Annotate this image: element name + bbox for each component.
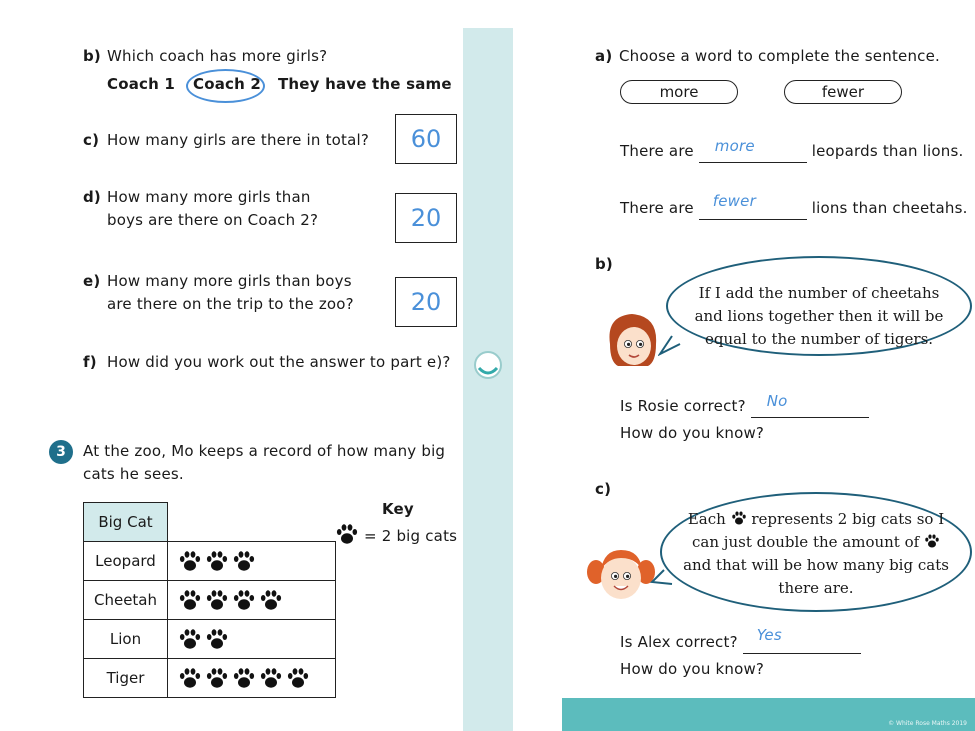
bubble-text: Each	[687, 510, 726, 528]
rosie-question	[620, 394, 869, 418]
paw-cell	[168, 658, 336, 697]
alex-how: How do you know?	[620, 660, 765, 678]
paw-icon	[259, 666, 283, 690]
row-name: Leopard	[84, 541, 168, 580]
question-d	[83, 186, 318, 232]
paw-icon	[178, 627, 202, 651]
bubble-tail	[650, 568, 674, 590]
blank-1[interactable]	[699, 139, 807, 163]
key-text: = 2 big cats	[364, 527, 458, 545]
question-text: How many more girls than boys	[107, 272, 352, 290]
handwritten-answer: Yes	[756, 626, 782, 644]
question-c	[83, 129, 369, 152]
bubble-text: there are.	[778, 579, 854, 597]
blank-2[interactable]	[699, 192, 807, 220]
coach-option-same[interactable]: They have the same	[278, 75, 452, 93]
paw-icon	[178, 549, 202, 573]
paw-icon	[205, 666, 229, 690]
bubble-tail	[658, 334, 682, 356]
question-b	[83, 45, 327, 68]
row-name: Cheetah	[84, 580, 168, 619]
table-row	[84, 541, 336, 580]
sentence-text: leopards than lions.	[811, 142, 964, 160]
question-text: Is Alex correct?	[620, 633, 738, 651]
sentence-text: There are	[620, 142, 694, 160]
paw-icon	[232, 666, 256, 690]
handwritten-answer: fewer	[712, 192, 756, 210]
table-row	[84, 619, 336, 658]
word-option-fewer[interactable]: fewer	[784, 80, 902, 104]
question-text: Choose a word to complete the sentence.	[619, 47, 940, 65]
sentence-text: lions than cheetahs.	[811, 199, 968, 217]
question-text: How many girls are there in total?	[107, 131, 370, 149]
handwritten-answer: No	[766, 392, 788, 410]
handwritten-answer: more	[714, 137, 755, 155]
paw-cell	[168, 580, 336, 619]
question-label: d)	[83, 188, 101, 206]
rosie-avatar	[604, 310, 662, 376]
paw-icon	[178, 666, 202, 690]
question-text: At the zoo, Mo keeps a record of how many big	[83, 442, 446, 460]
question-label: b)	[83, 47, 101, 65]
question-f	[83, 351, 451, 374]
paw-icon	[335, 522, 359, 546]
question-label: a)	[595, 47, 613, 65]
paw-cell	[168, 541, 336, 580]
answer-box-d[interactable]: 20	[395, 193, 457, 243]
blank-alex[interactable]	[743, 626, 861, 654]
pictogram-table	[83, 502, 336, 698]
paw-icon	[286, 666, 310, 690]
question-number-badge: 3	[49, 440, 73, 464]
question-text: Is Rosie correct?	[620, 397, 746, 415]
rosie-how: How do you know?	[620, 424, 765, 442]
question-label: e)	[83, 272, 101, 290]
question-text: cats he sees.	[83, 465, 184, 483]
alex-avatar	[586, 540, 656, 608]
bubble-text: represents 2 big cats so I	[751, 510, 945, 528]
question-e	[83, 270, 354, 316]
alex-question	[620, 626, 861, 654]
word-option-more[interactable]: more	[620, 80, 738, 104]
question-label: c)	[83, 131, 100, 149]
bubble-text: and lions together then it will be	[694, 307, 944, 325]
bookmark-icon[interactable]	[473, 350, 503, 382]
question-3-text	[83, 440, 445, 486]
question-text: are there on the trip to the zoo?	[107, 295, 354, 313]
bubble-text: If I add the number of cheetahs	[698, 284, 940, 302]
paw-cell	[168, 619, 336, 658]
table-header: Big Cat	[84, 503, 168, 542]
answer-box-c[interactable]: 60	[395, 114, 457, 164]
paw-icon	[731, 510, 747, 526]
coach-option-1[interactable]: Coach 1	[107, 75, 176, 93]
row-name: Lion	[84, 619, 168, 658]
sentence-1	[620, 139, 964, 163]
paw-icon	[924, 533, 940, 549]
paw-icon	[259, 588, 283, 612]
paw-icon	[232, 588, 256, 612]
paw-icon	[205, 627, 229, 651]
sentence-2	[620, 192, 968, 220]
question-label: f)	[83, 353, 97, 371]
row-name: Tiger	[84, 658, 168, 697]
question-label: b)	[595, 255, 613, 273]
question-a	[595, 45, 940, 68]
paw-icon	[205, 549, 229, 573]
answer-box-e[interactable]: 20	[395, 277, 457, 327]
question-text: How did you work out the answer to part e)?	[107, 353, 451, 371]
paw-icon	[232, 549, 256, 573]
question-label: c)	[595, 480, 612, 498]
page-footer	[562, 698, 975, 731]
copyright-text: © White Rose Maths 2019	[888, 720, 967, 727]
bubble-text: can just double the amount of	[692, 533, 920, 551]
paw-icon	[178, 588, 202, 612]
question-text: Which coach has more girls?	[107, 47, 328, 65]
key-title: Key	[382, 500, 414, 518]
coach-option-2[interactable]: Coach 2	[193, 75, 262, 93]
table-row	[84, 580, 336, 619]
speech-bubble-alex	[660, 492, 972, 612]
speech-bubble-rosie	[666, 256, 972, 356]
blank-rosie[interactable]	[751, 394, 869, 418]
bubble-text: equal to the number of tigers.	[704, 330, 934, 348]
sentence-text: There are	[620, 199, 694, 217]
paw-icon	[205, 588, 229, 612]
question-text: How many more girls than	[107, 188, 311, 206]
bubble-text: and that will be how many big cats	[683, 556, 949, 574]
question-text: boys are there on Coach 2?	[107, 211, 319, 229]
table-row	[84, 658, 336, 697]
